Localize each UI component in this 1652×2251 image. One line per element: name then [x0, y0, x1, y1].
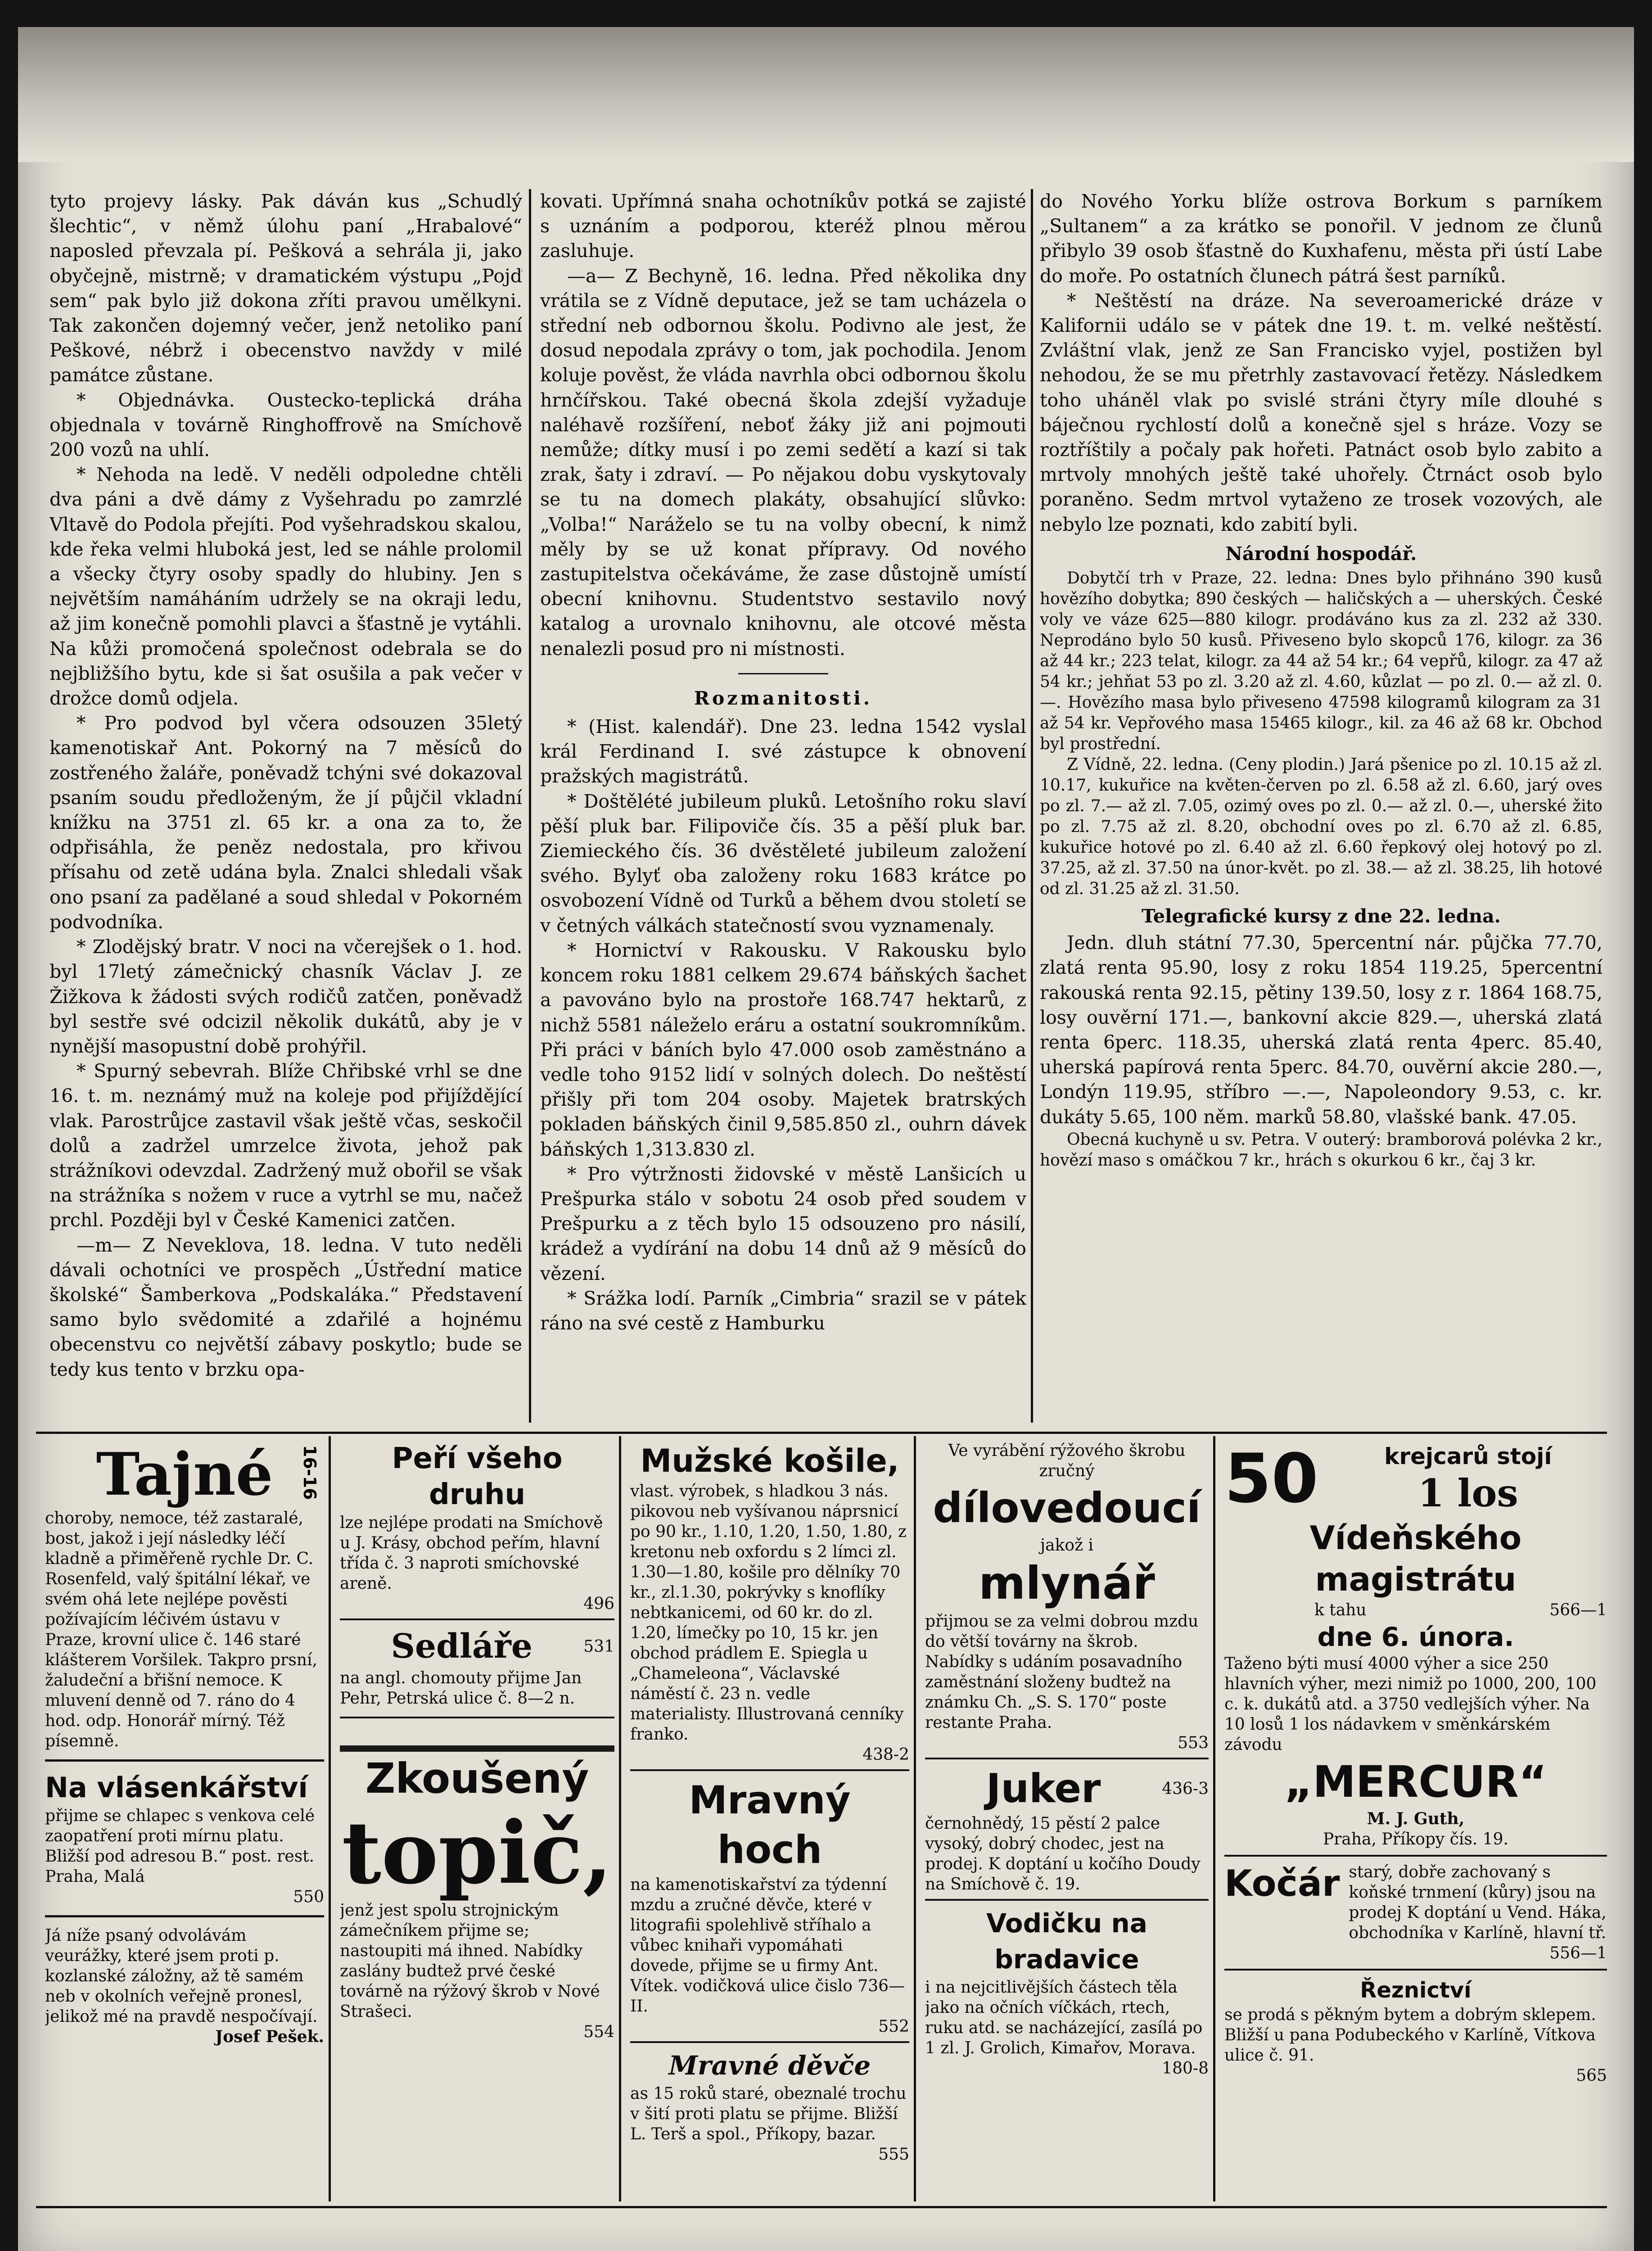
ad-title: Kočár [1224, 1862, 1340, 1904]
column-rule [529, 189, 531, 1423]
ad-title: Mravný hoch [689, 1778, 851, 1872]
ad-body: as 15 roků staré, obeznalé trochu v šití proti platu se přijme. Bližší L. Terš a spol., Příkopy, bazar. [630, 2084, 907, 2143]
ad-body: černohnědý, 15 pěstí 2 palce vysoký, dobrý chodec, jest na prodej. K doptání u kočího Doudy na Smíchově č. 19. [925, 1814, 1201, 1894]
ad-code: 566—1 [1549, 1601, 1607, 1619]
ad-rule [925, 1758, 1209, 1759]
ad-title: Řeznictví [1360, 1978, 1471, 2003]
article-paragraph: * (Hist. kalendář). Dne 23. ledna 1542 vyslal král Ferdinand I. své zástupce k obnovení pražských magistrátů. [540, 716, 1026, 787]
article-paragraph: Obecná kuchyně u sv. Petra. V outerý: bramborová polévka 2 kr., hovězí maso s omáčkou 7 kr., hrách s okurkou 6 kr., čaj 3 kr. [1040, 1130, 1602, 1170]
ad-code: 554 [583, 2023, 614, 2041]
ad-code: 553 [1178, 1734, 1209, 1752]
article-paragraph: tyto projevy lásky. Pak dáván kus „Schudlý šlechtic“, v němž úlohu paní „Hrabalové“ naposled převzala pí. Pešková a sehrála ji, jako obyčejně, mistrně; v dramatickém výstupu „Pojď sem“ pak bylo již dokona zříti pravou umělkyni. Tak zakončen dojemný večer, jenž netoliko paní Peškové, nébrž i obecenstvo navždy v milé památce zůstane. [50, 190, 522, 386]
ad-text: krejcarů stojí [1384, 1443, 1552, 1469]
ad-title: Peří všeho druhu [392, 1442, 563, 1511]
ad-title: Mravné děvče [668, 2050, 871, 2081]
article-paragraph: * Neštěstí na dráze. Na severoamerické dráze v Kalifornii událo se v pátek dne 19. t. m. velké neštěstí. Zvláštní vlak, jenž ze San Francisko vyjel, postižen byl nehodou, že se mu přetrhly zastavovací řetězy. Následkem toho uháněl vlak po svislé stráni čtyry míle dlouhé s báječnou rychlostí dolů a konečně sjel s hráze. Vozy se roztříštily a počaly pak hořeti. Patnáct osob bylo zabito a mrtvoly mnohých ještě také uhořely. Čtrnáct osob bylo poraněno. Sedm mrtvol vytaženo ze trosek vozových, ale nebylo lze poznati, kdo zabití byli. [1040, 289, 1602, 535]
column-rule [1031, 189, 1033, 1423]
ad-code: 438-2 [862, 1745, 909, 1764]
ad-code: 555 [878, 2145, 909, 2164]
ad-title: Juker [986, 1765, 1101, 1812]
ad-title: dílovedoucí [933, 1484, 1201, 1532]
article-paragraph: * Hornictví v Rakousku. V Rakousku bylo koncem roku 1881 celkem 29.674 báňských šachet a pavováno bylo na prostoře 168.747 hektarů, z nichž 5581 náleželo eráru a ostatní soukromníkům. Při práci v báních bylo 47.000 osob zaměstnáno a vedle toho 9152 lidí v solných dolech. Do neštěstí přišly při tom 204 osoby. Majetek bratrských pokladen báňských činil 9,585.850 zl., ouhrn dávek báňských 1,313.830 zl. [540, 939, 1026, 1160]
ad-code: 552 [878, 2017, 909, 2036]
ad-header-row [340, 1625, 614, 1668]
ads-bottom-rule [36, 2206, 1607, 2208]
ad-los-header [1224, 1441, 1607, 1517]
ad-rule [45, 1759, 324, 1762]
ad-code: 531 [583, 1637, 614, 1656]
article-paragraph: * Pro výtržnosti židovské v městě Lanšicích u Prešpurka stálo v sobotu 24 osob před soudem v Prešpurku a z těch bylo 15 odsouzeno pro násilí, krádež a vydírání na dobu 14 dnů až 9 měsíců do vězení. [540, 1163, 1026, 1284]
ad-body: na angl. chomouty přijme Jan Pehr, Petrská ulice č. 8—2 n. [340, 1669, 582, 1708]
article-paragraph: * Nehoda na ledě. V neděli odpoledne chtěli dva páni a dvě dámy z Vyšehradu po zamrzlé Vltavě do Podola přejíti. Pod vyšehradskou skalou, kde řeka velmi hluboká jest, led se náhle prolomil a všecky čtyry osoby spadly do hlubiny. Jen s největším namáháním udržely se na okraji ledu, až jim konečně pomohli plavci a šťastně je vytáhli. Na kůži promočená společnost odebrala se do nejbližšího bytu, kde si šat osušila a pak večer v drožce domů odjela. [50, 464, 522, 710]
ad-code: 496 [583, 1595, 614, 1613]
ad-rule [340, 1618, 614, 1620]
ad-los-row [1224, 1600, 1607, 1620]
ad-rule [45, 1915, 324, 1917]
column-rule [914, 1436, 916, 2201]
ad-body: jenž jest spolu strojnickým zámečníkem přijme se; nastoupiti má ihned. Nabídky zaslány budtež prvé české továrně na rýžový škrob v Nové Strašeci. [340, 1901, 600, 2021]
ad-title: mlynář [979, 1557, 1155, 1609]
ad-body: přijme se chlapec s venkova celé zaopatření proti mírnu platu. Bližší pod adresou B.“ post. rest. Praha, Malá [45, 1807, 315, 1886]
ad-title: Mužské košile, [640, 1442, 899, 1479]
column-rule [329, 1436, 331, 2201]
newspaper-page [18, 27, 1634, 2251]
ad-column-e [1224, 1441, 1607, 2201]
ad-title: Vídeňského magistrátu [1309, 1519, 1522, 1598]
ad-rule [630, 2041, 909, 2043]
ad-title: Na vlásenkářství [45, 1771, 308, 1804]
ad-body: starý, dobře zachovaný s koňské trnmení (kůry) jsou na prodej K doptání u Vend. Háka, obchodníka v Karlíně, hlavní tř. [1349, 1863, 1607, 1942]
ad-header-row [925, 1764, 1209, 1813]
ad-topic-box [340, 1745, 614, 1903]
ad-owner: M. J. Guth, [1367, 1809, 1465, 1828]
ad-firm: „MERCUR“ [1284, 1757, 1547, 1807]
ad-side-code: 16-16 [300, 1445, 320, 1500]
article-paragraph: * Spurný sebevrah. Blíže Chřibské vrhl se dne 16. t. m. neznámý muž na koleje pod přijíždějící vlak. Parostrůjce zastavil však ještě včas, seskočil dolů a zadržel umrzelce života, jehož pak strážníkovi odevzdal. Zadržený muž obořil se však na strážníka s nožem v ruce a vytrhl se mu, načež prchl. Později byl v České Kamenici zatčen. [50, 1060, 522, 1231]
ad-body: se prodá s pěkným bytem a dobrým sklepem. Bližší u pana Podubeckého v Karlíně, Vítkova ulice č. 91. [1224, 2006, 1596, 2065]
ad-body: na kamenotiskařství za týdenní mzdu a zručné děvče, které v litografii spolehlivě stříhalo a vůbec knihaři vypomáhati dovede, přijme se u firmy Ant. Vítek. vodičková ulice čislo 736—II. [630, 1876, 905, 2016]
article-column-2 [540, 189, 1026, 1432]
ad-body: lze nejlépe prodati na Smíchově u J. Krásy, obchod peřím, hlavní třída č. 3 naproti smíchovské areně. [340, 1514, 603, 1593]
section-separator [738, 673, 828, 674]
article-paragraph: kovati. Upřímná snaha ochotníkův potká se zajisté s uznáním a podporou, kteréž plnou měrou zasluhuje. [540, 190, 1026, 262]
ad-date: dne 6. února. [1317, 1622, 1514, 1652]
article-paragraph: * Zlodějský bratr. V noci na včerejšek o 1. hod. byl 17letý zámečnický chasník Václav J. ze Žižkova k žádosti svých rodičů zatčen, poněvadž byl sestře své odcizil několik dukátů, aby je v nynější masopustní době prohýřil. [50, 936, 522, 1057]
ad-rule [630, 1769, 909, 1771]
ad-title: Vodičku na bradavice [986, 1908, 1147, 1975]
ad-code: 180-8 [1162, 2059, 1209, 2078]
ad-rule [340, 1717, 614, 1718]
column-rule [619, 1436, 621, 2201]
article-paragraph: do Nového Yorku blíže ostrova Borkum s parníkem „Sultanem“ a za krátko se ponořil. V jednom ze člunů přibylo 39 osob šťastně do Kuxhafenu, města při ústí Labe do moře. Po ostatních člunech pátrá šest parníků. [1040, 190, 1602, 287]
ad-column-c [630, 1441, 909, 2201]
ad-code: 565 [1576, 2066, 1607, 2085]
ad-address: Praha, Příkopy čís. 19. [1323, 1830, 1508, 1849]
ad-los-headlines [1329, 1442, 1607, 1516]
ad-column-a [45, 1441, 324, 2201]
ad-text: k tahu [1314, 1601, 1367, 1619]
ad-rule [925, 1899, 1209, 1901]
article-paragraph: —a— Z Bechyně, 16. ledna. Před několika dny vrátila se z Vídně deputace, jež se tam ucházela o střední neb odbornou školu. Podivno ale jest, že dosud nepodala zprávy o tom, jak pochodila. Jenom koluje pověst, že vláda navrhla obci odbornou školu hrnčířskou. Také obecná škola zdejší vyžaduje naléhavě rozšíření, neboť žáky již ani pojmouti nemůže; dítky musí i po zemi sedětí a kazí si tak zrak, šaty i zdraví. — Po nějakou dobu vyskytovaly se tu na domech plakáty, obsahující slůvko: „Volba!“ Naráželo se tu na volby obecní, k nimž měly by se už konat přípravy. Od nového zastupitelstva očekáváme, že zase důstojně umístí obecní knihovnu. Studentstvo sestavilo nový katalog a urovnalo knihovnu, ale otcové města nenalezli posud pro ni místnosti. [540, 265, 1026, 660]
ad-text: 1 los [1417, 1471, 1518, 1515]
section-title: Rozmanitosti. [694, 687, 873, 709]
article-paragraph: * Objednávka. Ousteckо-teplická dráha objednala v továrně Ringhoffrově na Smíchově 200 vozů na uhlí. [50, 389, 522, 461]
ad-kocar-row [1224, 1862, 1607, 1943]
article-paragraph: —m— Z Neveklova, 18. ledna. V tuto neděli dávali ochotníci ve prospěch „Ústřední matice školské“ Šamberkova „Podskaláka.“ Představení samo bylo svědomité a zdařilé a hojnému obecenstvu co největší zábavy poskytlo; bude se tedy kus tento v brzku opa- [50, 1234, 522, 1380]
market-paragraph: Z Vídně, 22. ledna. (Ceny plodin.) Jará pšenice po zl. 10.15 až zl. 10.17, kukuřice na květen-červen po zl. 6.58 až zl. 6.60, jarý oves po zl. 7.— až zl. 7.05, ozimý oves po zl. 0.— až zl. 0.—, uherské žito po zl. 7.75 až zl. 8.20, obchodní oves po zl. 6.70 až zl. 6.85, kukuřice hotové po zl. 6.40 až zl. 6.60 řepkový olej hotový po zl. 37.25, až zl. 37.50 na únor-květ. po zl. 38.— až zl. 38.25, lih hotové od zl. 31.25 až zl. 31.50. [1040, 755, 1602, 899]
ad-title: Sedláře [391, 1627, 533, 1666]
section-title: Národní hospodář. [1225, 542, 1417, 565]
article-column-1 [50, 189, 522, 1414]
exchange-rates: Jedn. dluh státní 77.30, 5percentní nár. půjčka 77.70, zlatá renta 95.90, losy z roku 1854 119.25, 5percentní rakouská renta 92.15, pětiny 139.50, losy z r. 1864 168.75, losy ouvěrní 171.—, bankovní akcie 829.—, uherská zlatá renta 6perc. 118.35, uherská zlatá renta 4perc. 85.40, uherská papírová renta 5perc. 84.70, ouvěrní akcie 280.—, Londýn 119.95, stříbro —.—, Napoleondory 9.53, c. kr. dukáty 5.65, 100 něm. marků 58.80, vlašské bank. 47.05. [1040, 932, 1602, 1128]
ad-column-d [925, 1441, 1209, 2201]
ad-code: 556—1 [1549, 1944, 1607, 1962]
ad-rule [1224, 1969, 1607, 1971]
ad-rule [1224, 1855, 1607, 1857]
ad-number: 50 [1224, 1441, 1318, 1518]
page-top-shadow [18, 27, 1634, 162]
ad-title: Tajné [96, 1441, 273, 1509]
article-paragraph: * Doštělété jubileum pluků. Letošního roku slaví pěší pluk bar. Filipoviče čís. 35 a pěší pluk bar. Ziemieckého čís. 36 dvěstěleté jubileum založení svého. Bylyť oba založeny roku 1683 krátce po osvobození Vídně od Turků a během dvou století se v četných válkách statečností svou vyznamenaly. [540, 790, 1026, 936]
ad-signature: Josef Pešek. [215, 2027, 324, 2046]
ad-body: i na nejcitlivějších částech těla jako na očních víčkách, rtech, ruku atd. se nacházející, zasílá po 1 zl. J. Grolich, Kimařov, Morava. [925, 1978, 1203, 2057]
ads-top-rule [36, 1432, 1607, 1434]
ad-body: Já níže psaný odvolávám veurážky, které jsem proti p. kozlanské záložny, až tě samém neb v okolních veřejně pronesl, jelikož mé na pravdě nespočívají. [45, 1926, 318, 2026]
ad-column-b [340, 1441, 614, 2201]
column-rule [1213, 1436, 1215, 2201]
ad-body: Taženo býti musí 4000 výher a sice 250 hlavních výher, mezi nimiž po 1000, 200, 100 c. k. dukátů atd. a 3750 vedlejších výher. Na 10 losů 1 los nádavkem v směnkárském závodu [1224, 1654, 1597, 1754]
article-paragraph: * Pro podvod byl včera odsouzen 35letý kamenotiskař Ant. Pokorný na 7 měsíců do zostřeného žaláře, poněvadž tchýni své dokazoval psaním soudu předloženým, že jí půjčil vkladní knížku na 3751 zl. 65 kr. a ona za to, že odpřisáhla, že peněz nedostala, pro křivou přísahu od zetě udána byla. Znalci shledali však ono psaní za padělané a soud shledal v Pokorném podvodníka. [50, 712, 522, 933]
ad-body: přijmou se za velmi dobrou mzdu do větší továrny na škrob. Nabídky s udáním posavadního zaměstnání složeny budtež na známku Ch. „S. S. 170“ poste restante Praha. [925, 1612, 1199, 1732]
ad-body: choroby, nemoce, též zastaralé, bost, jakož i její následky léčí kladně a přiměřeně rychle Dr. C. Rosenfeld, valý špitální lékař, ve svém ohá lete nejlépe pověsti požívajícím léčivém ústavu v Praze, krovní ulice č. 146 staré klášterem Voršilek. Takpro prsní, žaludeční a břišní nemoce. K mluvení denně od 7. ráno do 4 hod. odp. Honorář mírný. Též písemně. [45, 1509, 317, 1750]
ad-code: 436-3 [1162, 1779, 1209, 1798]
ad-text: jakož i [1040, 1536, 1094, 1555]
ad-intro: Ve vyrábění rýžového škrobu zručný [948, 1442, 1186, 1480]
section-title: Telegrafické kursy z dne 22. ledna. [1142, 905, 1501, 927]
ad-code: 550 [293, 1888, 324, 1906]
article-paragraph: * Srážka lodí. Parník „Cimbria“ srazil se v pátek ráno na své cestě z Hamburku [540, 1287, 1026, 1334]
ad-body: vlast. výrobek, s hladkou 3 nás. pikovou neb vyšívanou náprsnicí po 90 kr., 1.10, 1.20, 1.50, 1.80, z kretonu neb oxfordu s 2 límci zl. 1.30—1.80, košile pro dělníky 70 kr., zl.1.30, pokrývky s knoflíky nebtkanicemi, od 60 kr. do zl. 1.20, límečky po 10, 15 kr. jen obchod prádlem E. Spiegla u „Chameleona“, Václavské náměstí č. 23 n. vedle materialisty. Illustrovaná cenníky franko. [630, 1482, 907, 1744]
article-column-3 [1040, 189, 1602, 1432]
ad-title: topič, [342, 1803, 613, 1903]
ad-title: Zkoušený [365, 1754, 589, 1803]
market-paragraph: Dobytčí trh v Praze, 22. ledna: Dnes bylo přihnáno 390 kusů hovězího dobytka; 890 českých — haličských a — uherských. České voly ve váze 625—880 kilogr. prodáváno kus za zl. 232 až 330. Neprodáno bylo 50 kusů. Přiveseno bylo skopců 176, kilogr. za 36 až 44 kr.; 223 telat, kilogr. za 44 až 54 kr.; 64 vepřů, kilogr. za 47 až 54 kr.; jehňat 53 po zl. 3.20 až zl. 4.60, kůzlat — po zl. 0.— až zl. 0.—. Hovězího masa bylo přiveseno 47598 kilogramů kilogram za 31 až 54 kr. Vepřového masa 15465 kilogr., kil. za 46 až 68 kr. Obchod byl prostřední. [1040, 569, 1602, 754]
